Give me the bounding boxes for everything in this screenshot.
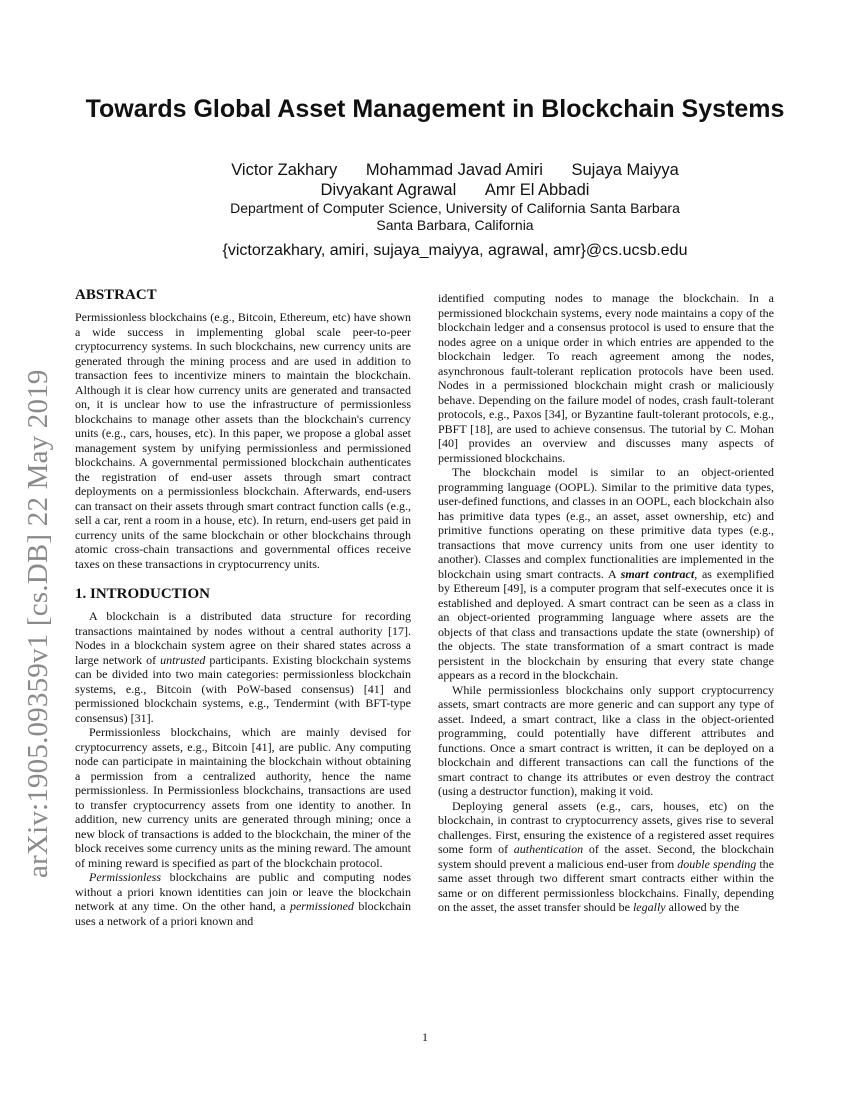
- author-email: {victorzakhary, amiri, sujaya_maiyya, agrawal, amr}@cs.ucsb.edu: [222, 242, 688, 259]
- intro-paragraph-2: Permissionless blockchains, which are mainly devised for cryptocurrency assets, e.g., Bitcoin [41], are public. Any computing node can participate in maintaining the blockchain without obtaining a permission from a centralized authority, hence the name permissionless. In Permissionless blockchains, transactions are used to transfer cryptocurrency assets from one identity to another. In addition, new currency units are generated through mining; once a new block of transactions is added to the blockchain, the miner of the block receives some currency units as the mining reward. The amount of mining reward is specified as part of the blockchain protocol.: [75, 725, 412, 870]
- author-name: Mohammad Javad Amiri: [365, 161, 543, 179]
- right-paragraph-3: While permissionless blockchains only support cryptocurrency assets, smart contracts are more generic and can support any type of asset. Indeed, a smart contract, like a class in the object-oriented programming, could potentially have different attributes and functions. Once a smart contract is written, it can be deployed on a blockchain and different transactions can call the functions of the smart contract to change its attributes or even destroy the contract (using a destructor function), making it void.: [438, 682, 774, 798]
- abstract-heading: ABSTRACT: [75, 287, 157, 303]
- author-line-1: [160, 160, 750, 180]
- author-name: Victor Zakhary: [231, 161, 338, 179]
- right-paragraph-4: Deploying general assets (e.g., cars, houses, etc) on the blockchain, in contrast to cryptocurrency assets, gives rise to several challenges. First, ensuring the existence of a registered asset requires some form of authentication of the asset. Second, the blockchain system should prevent a malicious end-user from double spending the same asset through two different smart contracts either within the same or on different permissionless blockchains. Finally, depending on the asset, the asset transfer should be legally allowed by the: [438, 798, 775, 914]
- author-department: Department of Computer Science, University of California Santa Barbara: [230, 200, 680, 216]
- left-column: [75, 286, 411, 928]
- paper-title: Towards Global Asset Management in Blockchain Systems: [85, 95, 785, 123]
- author-name: Divyakant Agrawal: [320, 181, 457, 199]
- intro-paragraph-3: Permissionless blockchains are public and computing nodes without a priori known identities can join or leave the blockchain network at any time. On the other hand, a permissioned blockchain uses a network of a priori known and: [75, 870, 411, 928]
- author-location: Santa Barbara, California: [376, 217, 534, 233]
- introduction-heading: 1. INTRODUCTION: [75, 586, 211, 602]
- right-column: [438, 291, 774, 915]
- right-paragraph-1: identified computing nodes to manage the blockchain. In a permissioned blockchain systems, every node maintains a copy of the blockchain ledger and a consensus protocol is used to ensure that the nodes agree on a unique order in which entries are appended to the blockchain ledger. To reach agreement among the nodes, asynchronous fault-tolerant replication protocols have been used. Nodes in a permissioned blockchain might crash or maliciously behave. Depending on the failure model of nodes, crash fault-tolerant protocols, e.g., Paxos [34], or Byzantine fault-tolerant protocols, e.g., PBFT [18], are used to achieve consensus. The tutorial by C. Mohan [40] provides an overview and discusses many aspects of permissioned blockchains.: [438, 291, 774, 465]
- author-line-2: [160, 180, 750, 200]
- author-name: Amr El Abbadi: [484, 181, 590, 199]
- abstract-text: Permissionless blockchains (e.g., Bitcoin, Ethereum, etc) have shown a wide success in implementing global scale peer-to-peer cryptocurrency systems. In such blockchains, new currency units are generated through the mining process and are used in addition to transaction fees to incentivize miners to maintain the blockchain. Although it is clear how currency units are generated and transacted on, it is unclear how to use the infrastructure of permissionless blockchains to manage other assets than the blockchain's currency units (e.g., cars, houses, etc). In this paper, we propose a global asset management system by unifying permissionless and permissioned blockchains. A governmental permissioned blockchain authenticates the registration of end-user assets through smart contract deployments on a permissionless blockchain. Afterwards, end-users can transact on their assets through smart contract function calls (e.g., sell a car, rent a room in a house, etc). In return, end-users get paid in currency units of the same blockchain or other blockchains through atomic cross-chain transactions and governmental offices receive taxes on these transactions in cryptocurrency units.: [75, 310, 411, 571]
- right-paragraph-2: The blockchain model is similar to an object-oriented programming language (OOPL). Similar to the primitive data types, user-defined functions, and classes in an OOPL, each blockchain also has primitive data types (e.g., an asset, asset ownership, etc) and primitive functions operating on these primitive data types (e.g., transactions that move currency units from one user identity to another). Classes and complex functionalities are implemented in the blockchain using smart contracts. A smart contract, as exemplified by Ethereum [49], is a computer program that self-executes once it is established and deployed. A smart contract can be seen as a class in an object-oriented programming language where assets are the objects of that class and transactions update the state (ownership) of the objects. The state transformation of a smart contract is made persistent in the blockchain by ensuring that every state change appears as a record in the blockchain.: [438, 465, 775, 682]
- arxiv-identifier: arXiv:1905.09359v1 [cs.DB] 22 May 2019: [22, 369, 54, 878]
- author-block: [160, 160, 750, 262]
- author-name: Sujaya Maiyya: [571, 161, 679, 179]
- intro-paragraph-1: A blockchain is a distributed data structure for recording transactions maintained by nodes without a central authority [17]. Nodes in a blockchain system agree on their shared states across a large network of untrusted participants. Existing blockchain systems can be divided into two main categories: permissionless blockchain systems, e.g., Bitcoin (with PoW-based consensus) [41] and permissioned blockchain systems, e.g., Tendermint (with BFT-type consensus) [31].: [75, 609, 411, 725]
- page-number: 1: [422, 1030, 428, 1044]
